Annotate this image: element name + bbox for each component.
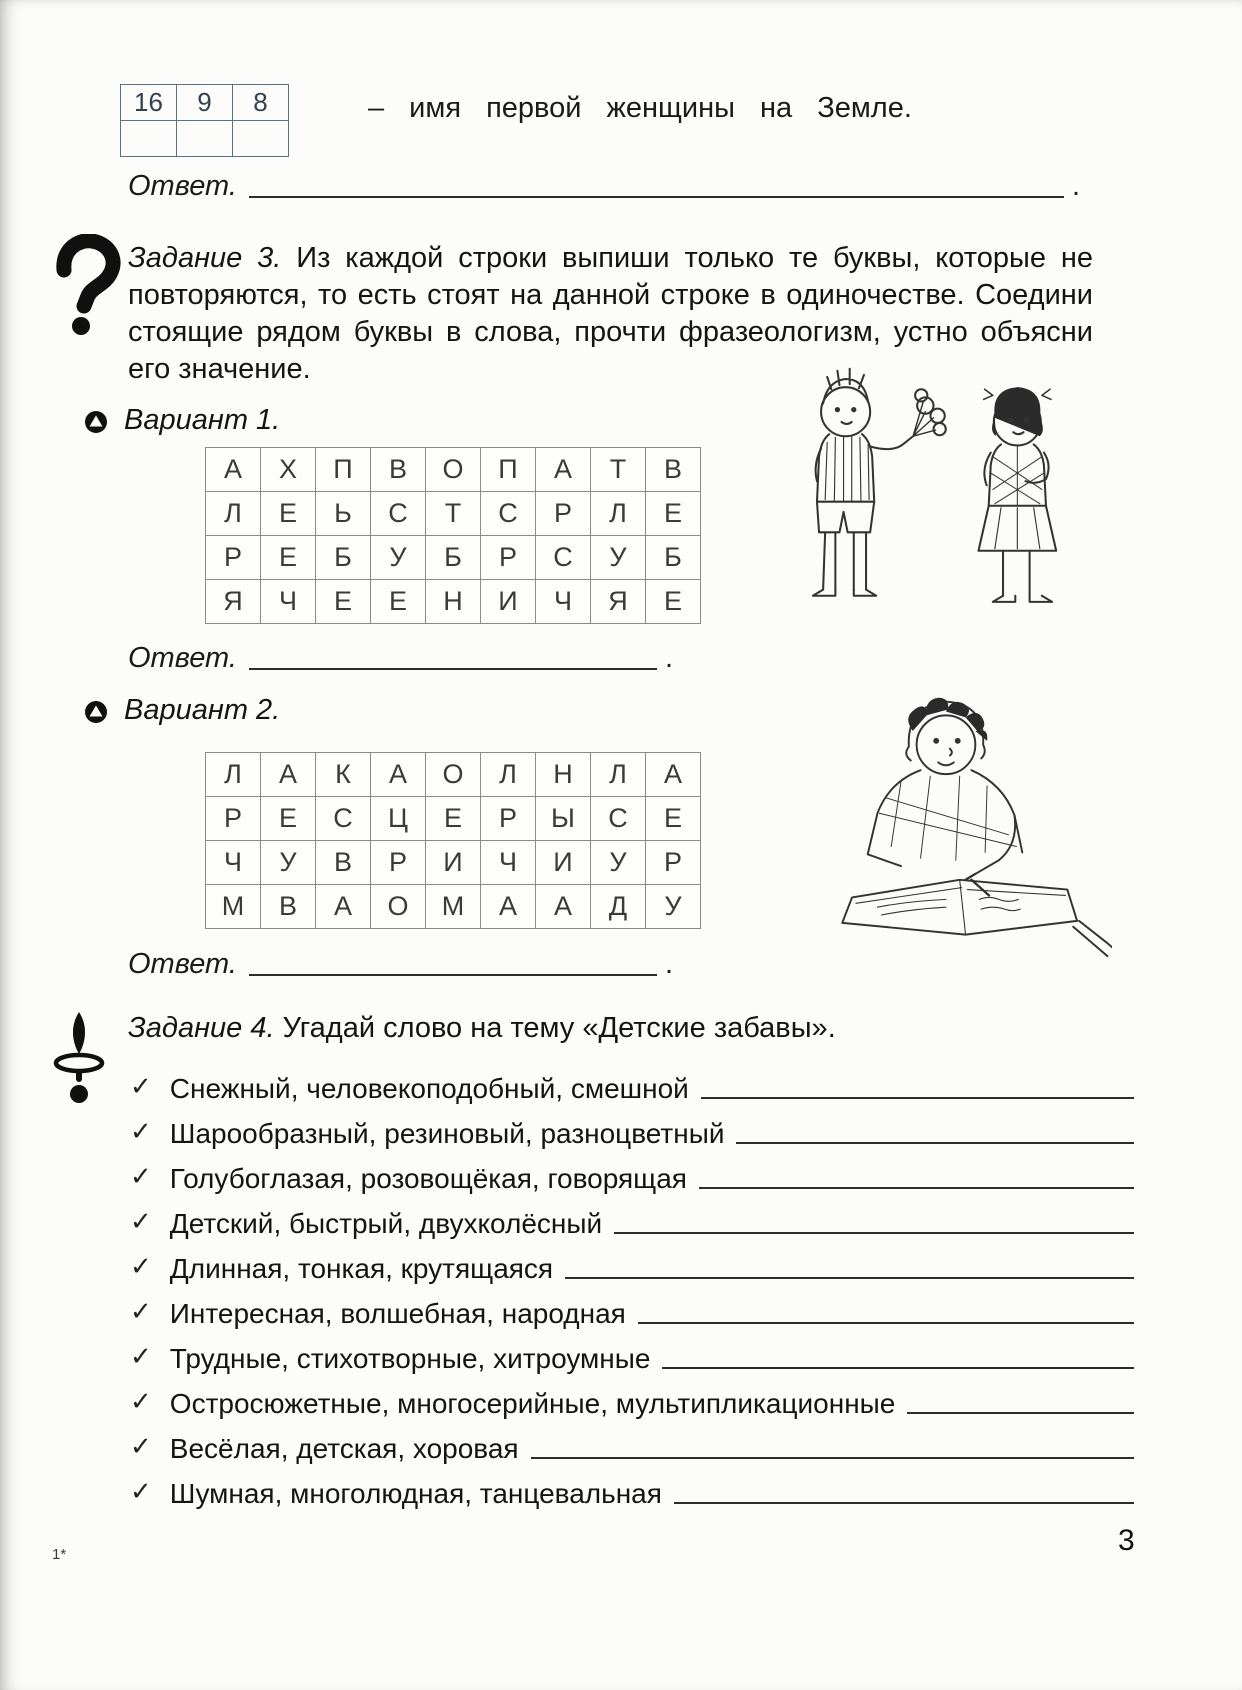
task4-text: Угадай слово на тему «Детские забавы». bbox=[282, 1012, 836, 1044]
task4-item-text: Длинная, тонкая, крутящаяся bbox=[169, 1253, 554, 1284]
letter-cell: Я bbox=[591, 580, 646, 624]
task4-item-text: Голубоглазая, розовощёкая, говорящая bbox=[169, 1163, 687, 1194]
answer-period: . bbox=[664, 641, 673, 674]
cipher-clue-text: – имя первой женщины на Земле. bbox=[368, 92, 912, 124]
answer-blank-line bbox=[249, 638, 657, 670]
letter-cell: Ь bbox=[316, 492, 371, 536]
answer-blank-line bbox=[249, 944, 657, 976]
letter-cell: А bbox=[261, 753, 316, 797]
letter-cell: Х bbox=[261, 448, 316, 492]
letter-cell: П bbox=[481, 448, 536, 492]
illustration-boy-and-girl bbox=[772, 358, 1094, 630]
letter-cell: У bbox=[591, 841, 646, 885]
letter-cell: Р bbox=[481, 536, 536, 580]
checkmark-icon: ✓ bbox=[130, 1071, 152, 1101]
letter-cell: Я bbox=[206, 580, 261, 624]
letter-cell: Ц bbox=[371, 797, 426, 841]
checkmark-icon: ✓ bbox=[130, 1431, 152, 1461]
letter-cell: Е bbox=[261, 536, 316, 580]
answer-label: Ответ. bbox=[128, 947, 237, 980]
letter-cell: 9 bbox=[177, 85, 233, 121]
exclamation-mark-icon bbox=[46, 1008, 112, 1108]
letter-cell: Б bbox=[316, 536, 371, 580]
letter-cell: Н bbox=[426, 580, 481, 624]
letter-cell: И bbox=[536, 841, 591, 885]
answer-blank-line bbox=[614, 1232, 1134, 1234]
letter-cell: 8 bbox=[233, 85, 289, 121]
letter-cell: М bbox=[206, 885, 261, 929]
letter-cell: О bbox=[426, 448, 481, 492]
letter-cell bbox=[233, 121, 289, 157]
checkmark-icon: ✓ bbox=[130, 1206, 152, 1236]
letter-cell: Е bbox=[261, 492, 316, 536]
letter-cell: П bbox=[316, 448, 371, 492]
letter-cell: С bbox=[481, 492, 536, 536]
answer-blank-line bbox=[249, 166, 1064, 198]
checkmark-icon: ✓ bbox=[130, 1386, 152, 1416]
cipher-number-table bbox=[120, 84, 289, 157]
task4-list-item bbox=[130, 1285, 1134, 1330]
letter-cell: А bbox=[481, 885, 536, 929]
task4-list-item bbox=[130, 1240, 1134, 1285]
task4-list-item bbox=[130, 1195, 1134, 1240]
letter-cell: Л bbox=[591, 492, 646, 536]
task4-item-text: Интересная, волшебная, народная bbox=[169, 1298, 626, 1329]
checkmark-icon: ✓ bbox=[130, 1251, 152, 1281]
answer-row-variant2 bbox=[128, 944, 673, 981]
letter-cell bbox=[121, 121, 177, 157]
task4-list-item bbox=[130, 1465, 1134, 1510]
answer-blank-line bbox=[531, 1457, 1134, 1459]
checkmark-icon: ✓ bbox=[130, 1341, 152, 1371]
variant1-row bbox=[84, 404, 280, 437]
letter-cell: А bbox=[646, 753, 701, 797]
letter-cell: С bbox=[591, 797, 646, 841]
variant2-label: Вариант 2. bbox=[124, 694, 281, 726]
letter-cell: У bbox=[261, 841, 316, 885]
letter-cell: В bbox=[371, 448, 426, 492]
letter-cell: С bbox=[316, 797, 371, 841]
letter-cell: В bbox=[316, 841, 371, 885]
letter-cell: Е bbox=[261, 797, 316, 841]
letter-grid-variant1 bbox=[205, 447, 701, 624]
letter-cell: Р bbox=[371, 841, 426, 885]
letter-cell: У bbox=[646, 885, 701, 929]
answer-label: Ответ. bbox=[128, 641, 237, 674]
checkmark-icon: ✓ bbox=[130, 1116, 152, 1146]
letter-cell: Р bbox=[206, 536, 261, 580]
answer-blank-line bbox=[907, 1412, 1134, 1414]
letter-cell: Е bbox=[426, 797, 481, 841]
letter-cell: Е bbox=[646, 492, 701, 536]
answer-row-variant1 bbox=[128, 638, 673, 675]
task4-item-text: Снежный, человекоподобный, смешной bbox=[169, 1073, 689, 1104]
variant1-label: Вариант 1. bbox=[124, 404, 281, 436]
task4-item-text: Трудные, стихотворные, хитроумные bbox=[169, 1343, 651, 1374]
letter-cell: Ч bbox=[481, 841, 536, 885]
letter-cell: Е bbox=[316, 580, 371, 624]
letter-cell: Е bbox=[646, 797, 701, 841]
letter-cell: 16 bbox=[121, 85, 177, 121]
answer-row-top bbox=[128, 166, 1080, 203]
letter-cell: В bbox=[261, 885, 316, 929]
letter-cell: А bbox=[536, 448, 591, 492]
task4-item-text: Шумная, многолюдная, танцевальная bbox=[169, 1478, 662, 1509]
answer-blank-line bbox=[565, 1277, 1134, 1279]
checkmark-icon: ✓ bbox=[130, 1296, 152, 1326]
letter-cell: С bbox=[371, 492, 426, 536]
letter-cell: У bbox=[371, 536, 426, 580]
letter-cell: Д bbox=[591, 885, 646, 929]
letter-cell: А bbox=[206, 448, 261, 492]
task4-list-item bbox=[130, 1150, 1134, 1195]
letter-cell: Т bbox=[426, 492, 481, 536]
variant2-row bbox=[84, 694, 280, 727]
task4-item-text: Остросюжетные, многосерийные, мультипликационные bbox=[169, 1388, 896, 1419]
task4-item-text: Детский, быстрый, двухколёсный bbox=[169, 1208, 603, 1239]
task4-list-item bbox=[130, 1060, 1134, 1105]
answer-blank-line bbox=[701, 1097, 1134, 1099]
letter-cell bbox=[177, 121, 233, 157]
letter-cell: Ы bbox=[536, 797, 591, 841]
letter-cell: Б bbox=[426, 536, 481, 580]
checkmark-icon: ✓ bbox=[130, 1161, 152, 1191]
answer-blank-line bbox=[699, 1187, 1134, 1189]
page-number: 3 bbox=[1118, 1524, 1135, 1557]
letter-cell: Т bbox=[591, 448, 646, 492]
task4-list-item bbox=[130, 1330, 1134, 1375]
letter-cell: К bbox=[316, 753, 371, 797]
letter-cell: Ч bbox=[261, 580, 316, 624]
letter-cell: У bbox=[591, 536, 646, 580]
letter-cell: Р bbox=[481, 797, 536, 841]
letter-cell: Б bbox=[646, 536, 701, 580]
letter-cell: И bbox=[426, 841, 481, 885]
letter-grid-variant2 bbox=[205, 752, 701, 929]
letter-cell: А bbox=[371, 753, 426, 797]
letter-cell: Р bbox=[536, 492, 591, 536]
letter-cell: В bbox=[646, 448, 701, 492]
letter-cell: О bbox=[426, 753, 481, 797]
task4-list bbox=[130, 1060, 1134, 1510]
letter-cell: Л bbox=[206, 492, 261, 536]
letter-cell: А bbox=[536, 885, 591, 929]
letter-cell: М bbox=[426, 885, 481, 929]
answer-period: . bbox=[1071, 169, 1080, 202]
letter-cell: Л bbox=[206, 753, 261, 797]
letter-cell: Е bbox=[646, 580, 701, 624]
question-mark-icon bbox=[52, 234, 124, 338]
answer-period: . bbox=[664, 947, 673, 980]
task4-list-item bbox=[130, 1105, 1134, 1150]
answer-blank-line bbox=[638, 1322, 1134, 1324]
letter-cell: Р bbox=[646, 841, 701, 885]
checkmark-icon: ✓ bbox=[130, 1476, 152, 1506]
task4-title: Задание 4. bbox=[128, 1012, 275, 1044]
letter-cell: И bbox=[481, 580, 536, 624]
letter-cell: Е bbox=[371, 580, 426, 624]
print-signature: 1* bbox=[52, 1546, 67, 1563]
letter-cell: Ч bbox=[536, 580, 591, 624]
letter-cell: Р bbox=[206, 797, 261, 841]
letter-cell: Л bbox=[481, 753, 536, 797]
variant-bullet-icon bbox=[84, 409, 108, 433]
illustration-boy-writing bbox=[778, 688, 1112, 962]
letter-cell: Ч bbox=[206, 841, 261, 885]
letter-cell: Н bbox=[536, 753, 591, 797]
task4-list-item bbox=[130, 1375, 1134, 1420]
answer-blank-line bbox=[674, 1502, 1134, 1504]
answer-label: Ответ. bbox=[128, 169, 237, 202]
task4-heading bbox=[128, 1012, 836, 1045]
answer-blank-line bbox=[736, 1142, 1134, 1144]
variant-bullet-icon bbox=[84, 699, 108, 723]
task4-item-text: Шарообразный, резиновый, разноцветный bbox=[169, 1118, 725, 1149]
task3-title: Задание 3. bbox=[128, 242, 282, 274]
letter-cell: А bbox=[316, 885, 371, 929]
answer-blank-line bbox=[662, 1367, 1134, 1369]
letter-cell: С bbox=[536, 536, 591, 580]
task4-list-item bbox=[130, 1420, 1134, 1465]
letter-cell: Л bbox=[591, 753, 646, 797]
task4-item-text: Весёлая, детская, хоровая bbox=[169, 1433, 519, 1464]
letter-cell: О bbox=[371, 885, 426, 929]
task3-text: Из каждой строки выпиши только те буквы, которые не повторяются, то есть стоят на данной строке в одиночестве. Соедини стоящие рядом буквы в слова, прочти фразеологизм, устно объясни его значение. bbox=[128, 242, 1093, 385]
